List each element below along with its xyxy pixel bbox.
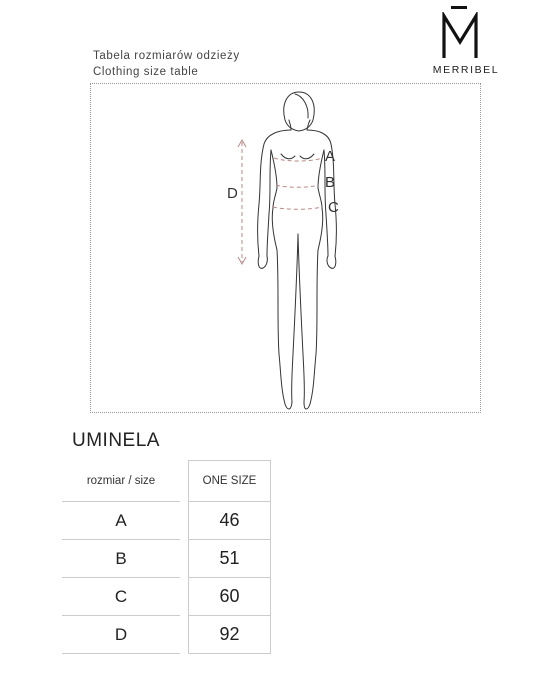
- row-value: 46: [189, 502, 271, 540]
- table-row: [62, 578, 271, 616]
- label-a: A: [325, 148, 336, 165]
- row-value: 60: [189, 578, 271, 616]
- table-header-row: [62, 461, 271, 502]
- figure-panel: [90, 83, 481, 413]
- logo-macron: [451, 6, 467, 9]
- product-name: UMINELA: [72, 430, 160, 451]
- table-row: [62, 502, 271, 540]
- body-silhouette-icon: [91, 84, 482, 414]
- size-table-heading: [93, 48, 240, 80]
- row-value: 51: [189, 540, 271, 578]
- label-c: C: [328, 199, 339, 216]
- row-label: A: [62, 502, 180, 540]
- size-table: [62, 460, 271, 654]
- label-d: D: [227, 185, 238, 202]
- label-b: B: [325, 174, 336, 191]
- heading-polish: Tabela rozmiarów odzieży: [93, 50, 240, 62]
- heading-english: Clothing size table: [93, 66, 199, 78]
- header-one-size: ONE SIZE: [189, 461, 271, 502]
- table-row: [62, 616, 271, 654]
- row-label: D: [62, 616, 180, 654]
- row-value: 92: [189, 616, 271, 654]
- row-label: C: [62, 578, 180, 616]
- table-row: [62, 540, 271, 578]
- row-label: B: [62, 540, 180, 578]
- brand-logo: [416, 6, 516, 78]
- brand-name: MERRIBEL: [432, 64, 500, 76]
- merribel-m-logo-icon: [440, 12, 480, 60]
- header-size-label: rozmiar / size: [62, 461, 180, 502]
